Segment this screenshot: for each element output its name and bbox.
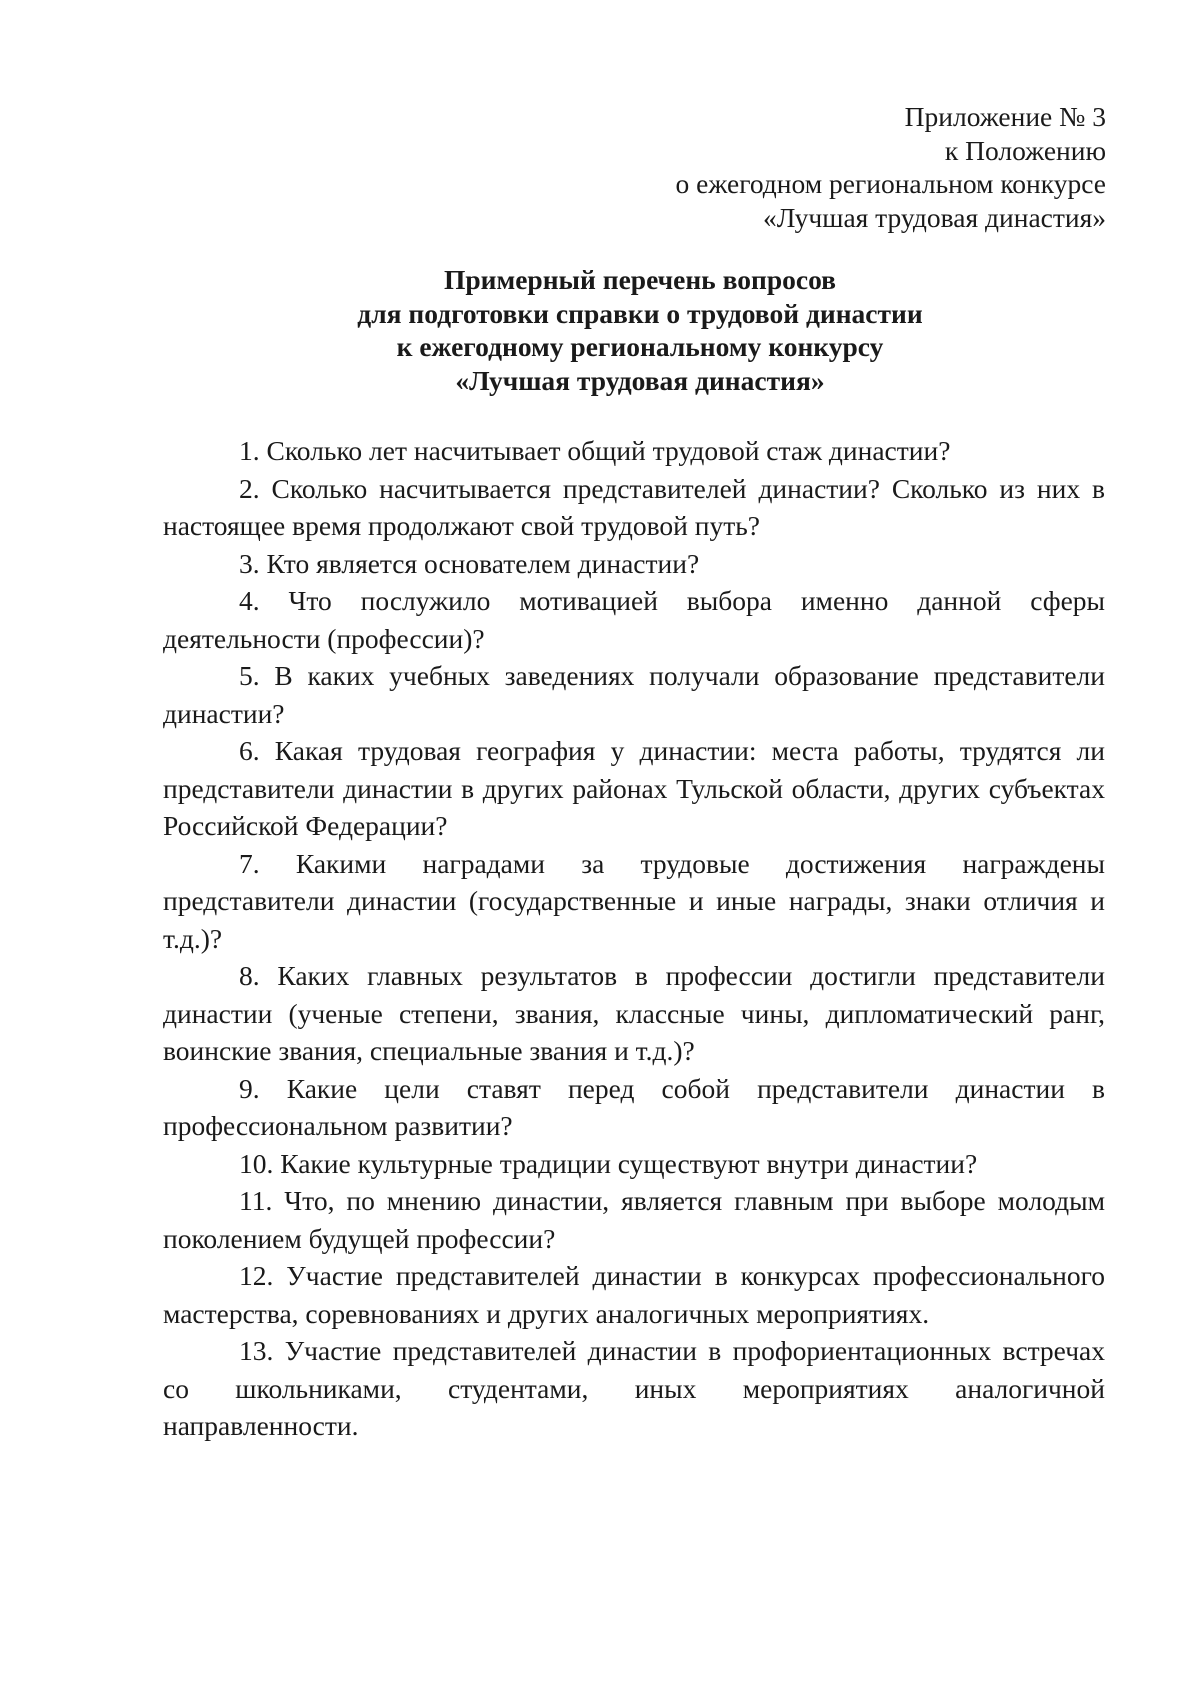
- question-item-1: 1. Сколько лет насчитывает общий трудовой стаж династии?: [239, 435, 951, 466]
- appendix-number: Приложение № 3: [904, 101, 1106, 132]
- question-item-12: 12. Участие представителей династии в конкурсах профессионального мастерства, соревнованиях и других аналогичных мероприятиях.: [163, 1260, 1105, 1329]
- appendix-contest-description: о ежегодном региональном конкурсе: [675, 168, 1106, 199]
- title-line: Примерный перечень вопросов: [443, 264, 837, 295]
- question-item-13: 13. Участие представителей династии в профориентационных встречах со школьниками, студентами, иных мероприятиях аналогичной направленности.: [163, 1335, 1105, 1441]
- question-item-5: 5. В каких учебных заведениях получали образование представители династии?: [163, 660, 1105, 729]
- questions-list: [163, 432, 1105, 1445]
- question-item-2: 2. Сколько насчитывается представителей династии? Сколько из них в настоящее время продолжают свой трудовой путь?: [163, 472, 1105, 541]
- title-line: «Лучшая трудовая династия»: [455, 364, 825, 396]
- question-item-10: 10. Какие культурные традиции существуют внутри династии?: [239, 1147, 978, 1179]
- question-item-3: 3. Кто является основателем династии?: [239, 547, 700, 579]
- question-item-8: 8. Каких главных результатов в профессии достигли представители династии (ученые степени, звания, классные чины, дипломатический ранг, воинские звания, специальные звания и т.д.)?: [163, 960, 1105, 1066]
- appendix-reference: к Положению: [944, 134, 1106, 166]
- question-item-6: 6. Какая трудовая география у династии: места работы, трудятся ли представители династии в других районах Тульской области, других субъектах Российской Федерации?: [163, 735, 1105, 841]
- question-item-4: 4. Что послужило мотивацией выбора именно данной сферы деятельности (профессии)?: [163, 585, 1105, 654]
- document-title: [160, 263, 1120, 397]
- question-item-7: 7. Какими наградами за трудовые достижения награждены представители династии (государственные и иные награды, знаки отличия и т.д.)?: [163, 847, 1105, 954]
- question-item-11: 11. Что, по мнению династии, является главным при выборе молодым поколением будущей профессии?: [163, 1185, 1105, 1254]
- appendix-header: [406, 100, 1106, 234]
- title-line: к ежегодному региональному конкурсу: [396, 331, 884, 362]
- title-line: для подготовки справки о трудовой династии: [357, 297, 923, 329]
- question-item-9: 9. Какие цели ставят перед собой представители династии в профессиональном развитии?: [163, 1072, 1105, 1141]
- appendix-contest-name: «Лучшая трудовая династия»: [762, 201, 1106, 233]
